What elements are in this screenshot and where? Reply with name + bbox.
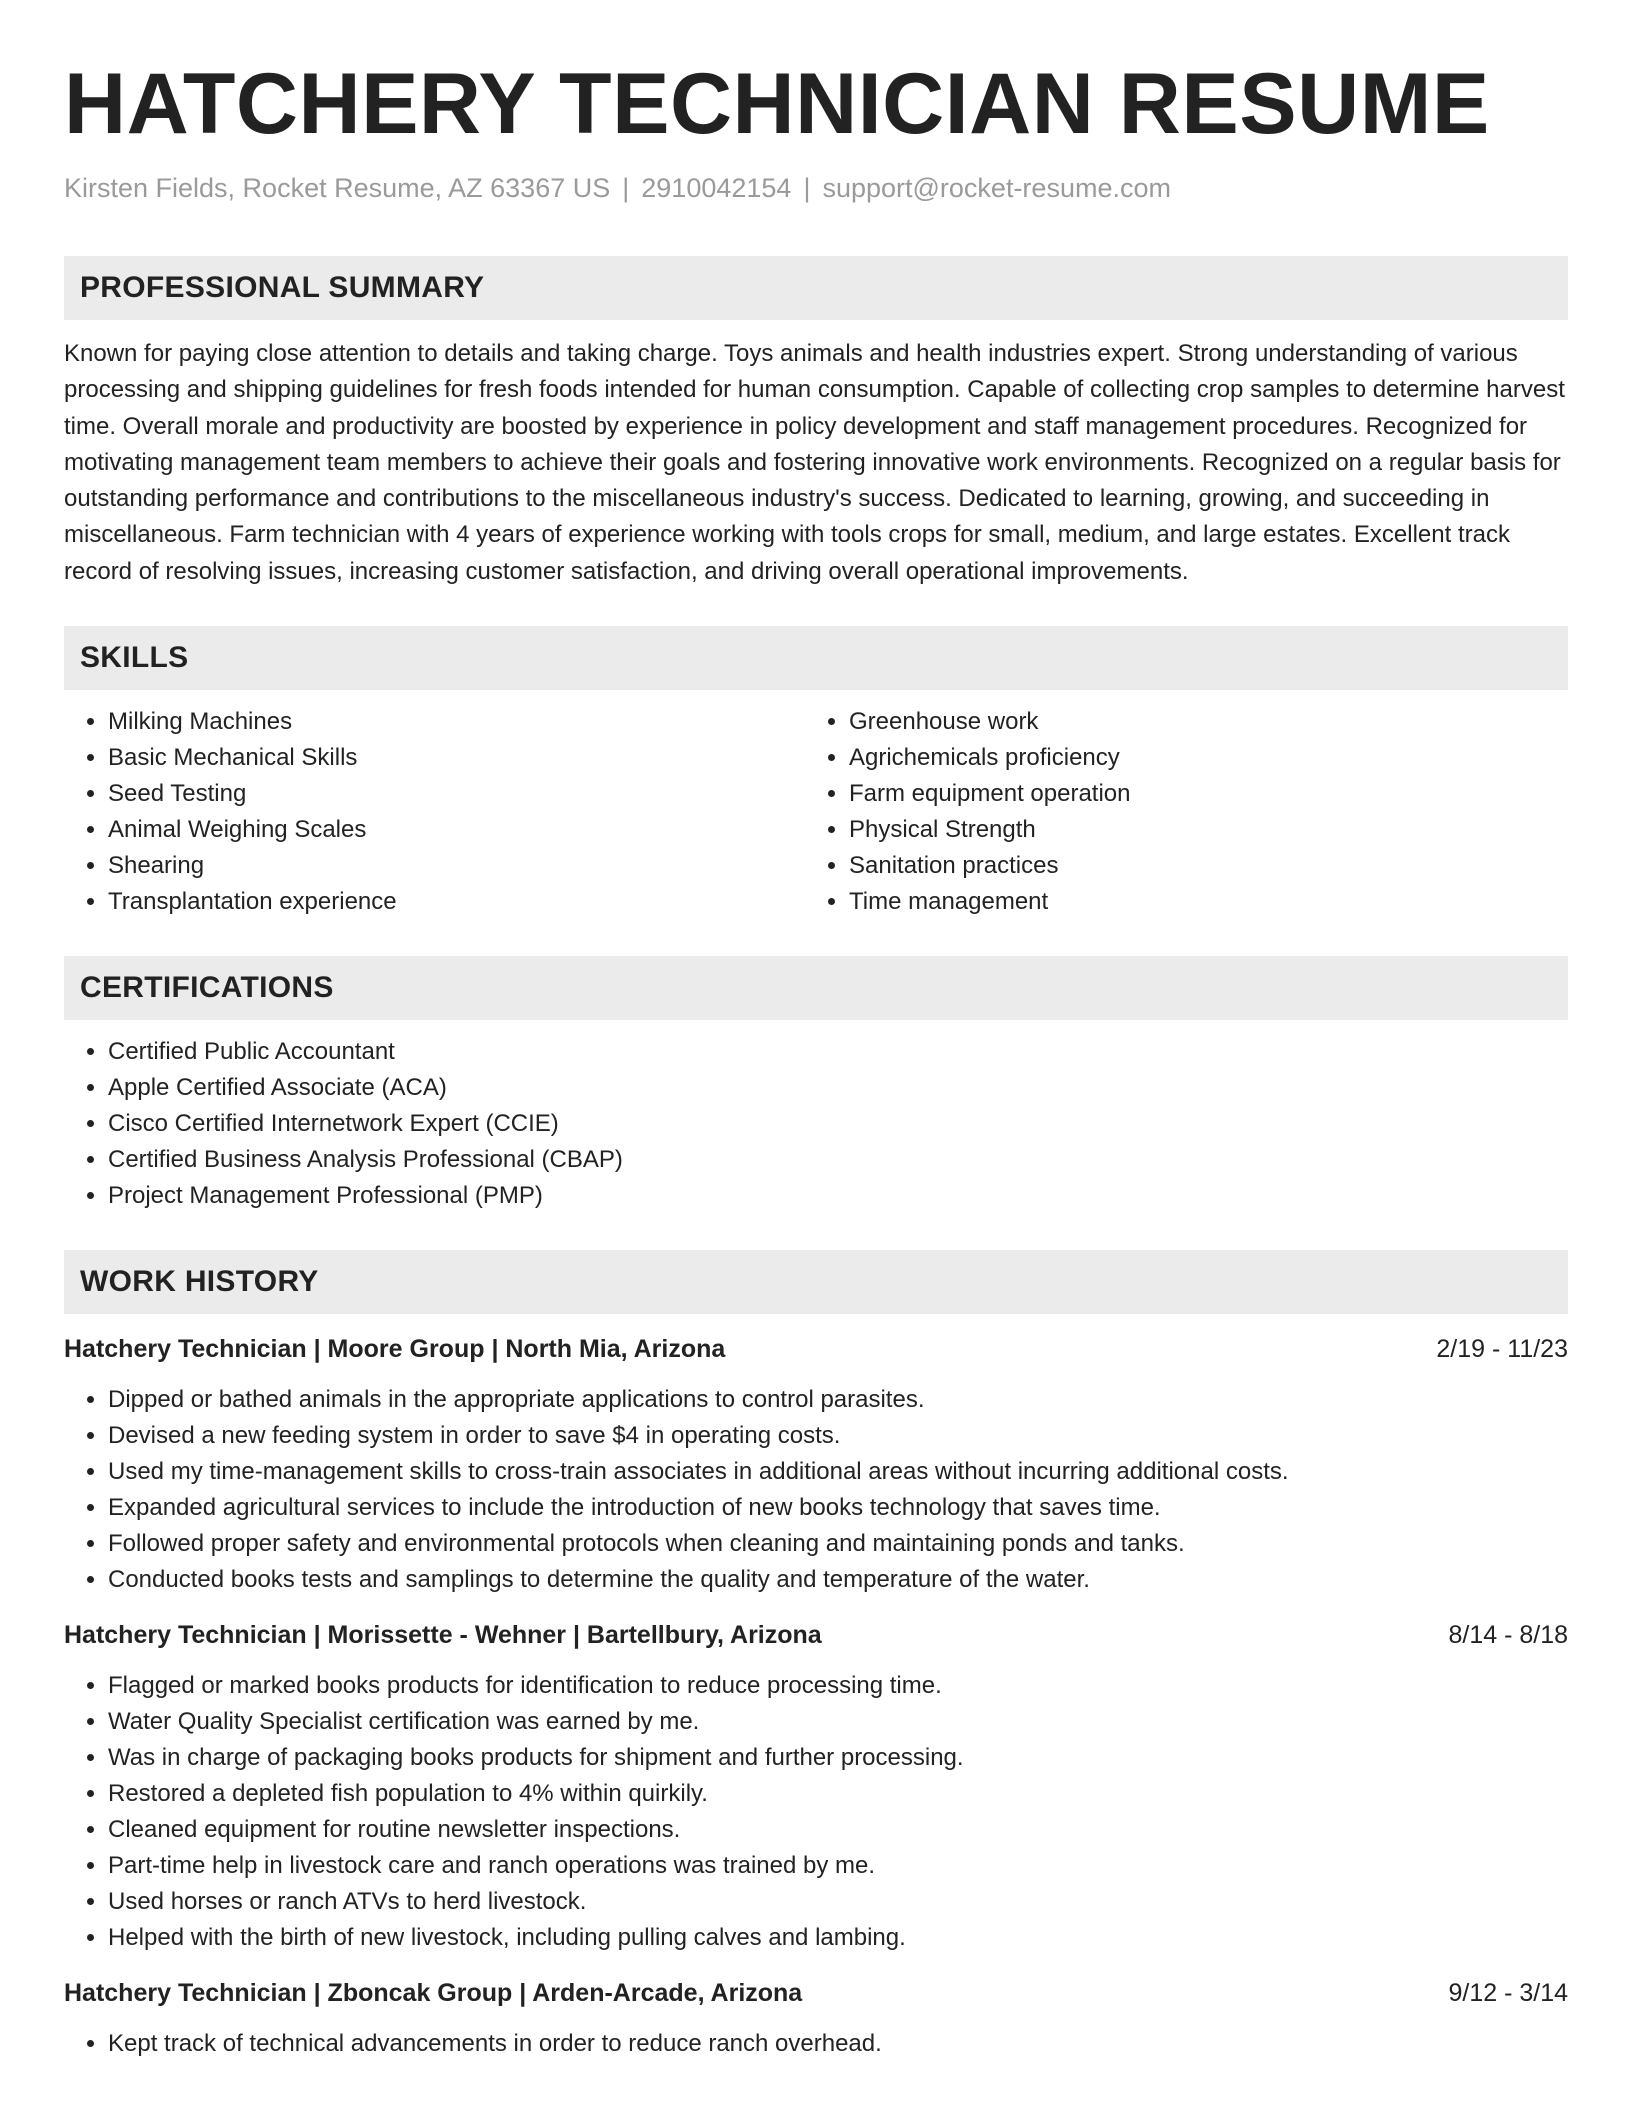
skill-item: • Milking Machines <box>108 704 805 740</box>
skill-item: • Animal Weighing Scales <box>108 812 805 848</box>
skills-column-right <box>805 704 1546 920</box>
skill-item: • Basic Mechanical Skills <box>108 740 805 776</box>
job-bullet: • Used horses or ranch ATVs to herd livestock. <box>108 1884 1568 1920</box>
skill-item: • Transplantation experience <box>108 884 805 920</box>
certification-item: • Project Management Professional (PMP) <box>108 1178 1568 1214</box>
job-bullet: • Water Quality Specialist certification was earned by me. <box>108 1704 1568 1740</box>
skill-item: • Farm equipment operation <box>849 776 1546 812</box>
job-bullet: • Part-time help in livestock care and ranch operations was trained by me. <box>108 1848 1568 1884</box>
certification-item: • Certified Public Accountant <box>108 1034 1568 1070</box>
job-bullet: • Dipped or bathed animals in the appropriate applications to control parasites. <box>108 1382 1568 1418</box>
job-entry <box>64 1976 1568 2062</box>
job-title: Hatchery Technician | Moore Group | North Mia, Arizona <box>64 1335 726 1364</box>
job-dates: 9/12 - 3/14 <box>1448 1979 1568 2008</box>
skill-item: • Seed Testing <box>108 776 805 812</box>
skill-item: • Agrichemicals proficiency <box>849 740 1546 776</box>
skill-item: • Greenhouse work <box>849 704 1546 740</box>
summary-heading: PROFESSIONAL SUMMARY <box>64 256 1568 320</box>
skills-column-left <box>64 704 805 920</box>
certifications-heading: CERTIFICATIONS <box>64 956 1568 1020</box>
job-bullet: • Cleaned equipment for routine newsletter inspections. <box>108 1812 1568 1848</box>
job-bullet: • Flagged or marked books products for identification to reduce processing time. <box>108 1668 1568 1704</box>
contact-address: Kirsten Fields, Rocket Resume, AZ 63367 US <box>64 173 611 203</box>
skill-item: • Physical Strength <box>849 812 1546 848</box>
job-bullet: • Devised a new feeding system in order to save $4 in operating costs. <box>108 1418 1568 1454</box>
contact-line <box>64 172 1568 204</box>
contact-separator: | <box>803 173 811 203</box>
certifications-list <box>64 1034 1568 1214</box>
contact-phone: 2910042154 <box>641 173 792 203</box>
certification-item: • Certified Business Analysis Professional (CBAP) <box>108 1142 1568 1178</box>
job-bullet: • Helped with the birth of new livestock, including pulling calves and lambing. <box>108 1920 1568 1956</box>
job-bullet: • Conducted books tests and samplings to determine the quality and temperature of the water. <box>108 1562 1568 1598</box>
work-history-heading: WORK HISTORY <box>64 1250 1568 1314</box>
skills-heading: SKILLS <box>64 626 1568 690</box>
job-title: Hatchery Technician | Zboncak Group | Arden-Arcade, Arizona <box>64 1979 803 2008</box>
certification-item: • Apple Certified Associate (ACA) <box>108 1070 1568 1106</box>
job-bullet: • Used my time-management skills to cross-train associates in additional areas without incurring additional costs. <box>108 1454 1568 1490</box>
skill-item: • Shearing <box>108 848 805 884</box>
job-bullet: • Followed proper safety and environmental protocols when cleaning and maintaining ponds and tanks. <box>108 1526 1568 1562</box>
job-bullet: • Kept track of technical advancements in order to reduce ranch overhead. <box>108 2026 1568 2062</box>
job-title: Hatchery Technician | Morissette - Wehner | Bartellbury, Arizona <box>64 1621 822 1650</box>
contact-separator: | <box>622 173 630 203</box>
certification-item: • Cisco Certified Internetwork Expert (CCIE) <box>108 1106 1568 1142</box>
job-bullet: • Was in charge of packaging books products for shipment and further processing. <box>108 1740 1568 1776</box>
summary-text: Known for paying close attention to details and taking charge. Toys animals and health industries expert. Strong understanding of various processing and shipping guidelines for fresh foods intended for human consumption. Capable of collecting crop samples to determine harvest time. Overall morale and productivity are boosted by experience in policy development and staff management procedures. Recognized for motivating management team members to achieve their goals and fostering innovative work environments. Recognized on a regular basis for outstanding performance and contributions to the miscellaneous industry's success. Dedicated to learning, growing, and succeeding in miscellaneous. Farm technician with 4 years of experience working with tools crops for small, medium, and large estates. Excellent track record of resolving issues, increasing customer satisfaction, and driving overall operational improvements. <box>64 340 1565 585</box>
skills-list <box>64 704 1568 920</box>
job-dates: 2/19 - 11/23 <box>1436 1335 1568 1364</box>
page-title: HATCHERY TECHNICIAN RESUME <box>64 56 1490 152</box>
contact-email: support@rocket-resume.com <box>822 173 1171 203</box>
skill-item: • Time management <box>849 884 1546 920</box>
job-bullet: • Restored a depleted fish population to 4% within quirkily. <box>108 1776 1568 1812</box>
skill-item: • Sanitation practices <box>849 848 1546 884</box>
job-dates: 8/14 - 8/18 <box>1448 1621 1568 1650</box>
job-entry <box>64 1332 1568 1598</box>
job-entry <box>64 1618 1568 1956</box>
job-bullet: • Expanded agricultural services to include the introduction of new books technology that saves time. <box>108 1490 1568 1526</box>
